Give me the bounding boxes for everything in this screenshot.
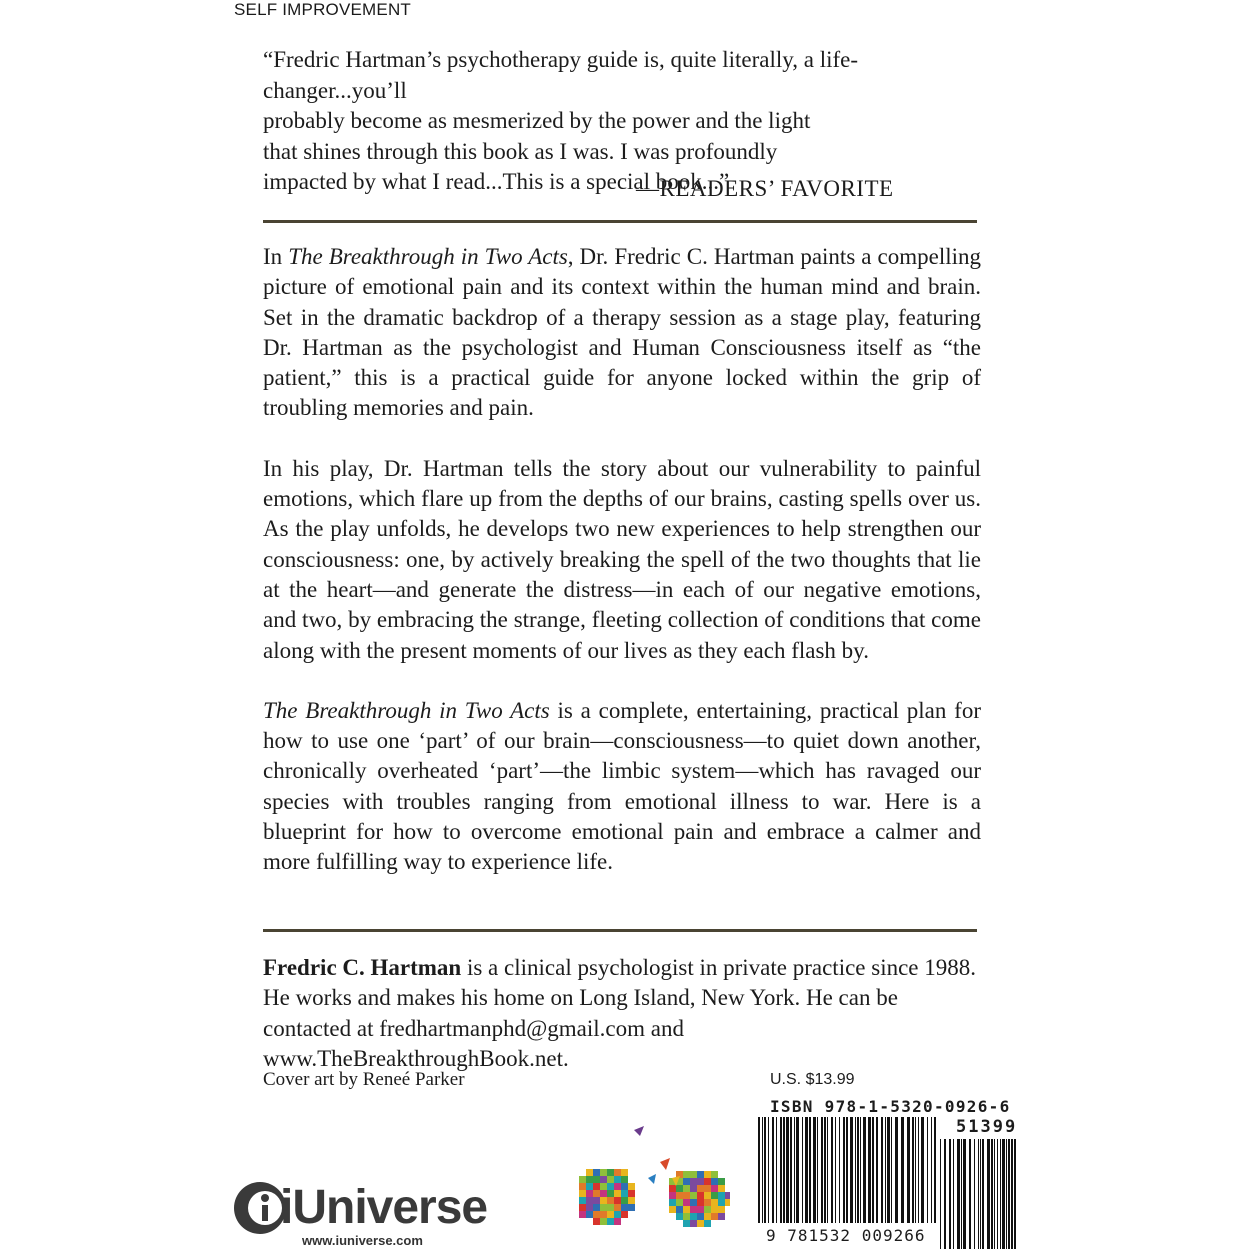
quote-line: probably become as mesmerized by the power and the light	[263, 108, 811, 133]
review-quote	[263, 45, 993, 198]
description-text: is a complete, entertaining, practical plan for how to use one ‘part’ of our brain—consciousness—to quiet down another, chronically overheated ‘part’—the limbic system—which has ravaged our species with troubles ranging from emotional illness to war. Here is a blueprint for how to overcome emotional pain and embrace a calmer and more fulfilling way to experience life.	[263, 697, 981, 875]
publisher-logo	[232, 1176, 542, 1252]
isbn: ISBN 978-1-5320-0926-6	[770, 1097, 1011, 1116]
mosaic-art-icon	[568, 1126, 730, 1228]
author-bio-text: is a clinical psychologist in private practice since 1988. He works and makes his home on Long Island, New York. He can be contacted at fredhartmanphd@gmail.com and www.TheBreakthroughBook.net.	[263, 955, 977, 1071]
description-paragraph: In his play, Dr. Hartman tells the story about our vulnerability to painful emotions, which flare up from the depths of our brains, casting spells over us. As the play unfolds, he develops two new experiences to help strengthen our consciousness: one, by actively breaking the spell of the two thoughts that lie at the heart—and generate the distress—in each of our negative emotions, and two, by embracing the strange, fleeting collection of conditions that come along with the present moments of our lives as they each flash by.	[263, 455, 981, 663]
divider	[263, 220, 977, 223]
category-label: SELF IMPROVEMENT	[234, 0, 412, 19]
description-paragraph	[263, 242, 981, 424]
quote-line: that shines through this book as I was. I was profoundly	[263, 138, 778, 164]
book-title: The Breakthrough in Two Acts	[288, 244, 568, 269]
cover-credit: Cover art by Reneé Parker	[263, 1069, 465, 1090]
description-paragraph	[263, 696, 981, 878]
quote-line: “Fredric Hartman’s psychotherapy guide is, quite literally, a life-changer...you’ll	[263, 47, 859, 103]
quote-attribution: —READERS’ FAVORITE	[636, 176, 894, 201]
description-text: , Dr. Fredric C. Hartman paints a compelling picture of emotional pain and its context within the human mind and brain. Set in the dramatic backdrop of a therapy session as a stage play, featuring Dr. Hartman as the psychologist and Human Consciousness itself as “the patient,” this is a practical guide for anyone locked within the grip of troubling memories and pain.	[263, 244, 981, 421]
author-bio	[263, 953, 981, 1074]
quote-line: impacted by what I read...This is a special book...”	[263, 169, 730, 194]
publisher-logo-icon	[232, 1176, 284, 1238]
publisher-url: www.iuniverse.com	[302, 1233, 423, 1248]
barcode-addon: 51399	[956, 1117, 1018, 1137]
book-title: The Breakthrough in Two Acts	[263, 697, 550, 723]
description-text: In	[263, 244, 289, 269]
barcode-number: 9 781532 009266	[766, 1226, 926, 1245]
author-name: Fredric C. Hartman	[263, 955, 462, 980]
publisher-name: iUniverse	[280, 1181, 488, 1234]
book-description	[263, 242, 981, 908]
price: U.S. $13.99	[770, 1071, 855, 1088]
divider	[263, 929, 977, 932]
